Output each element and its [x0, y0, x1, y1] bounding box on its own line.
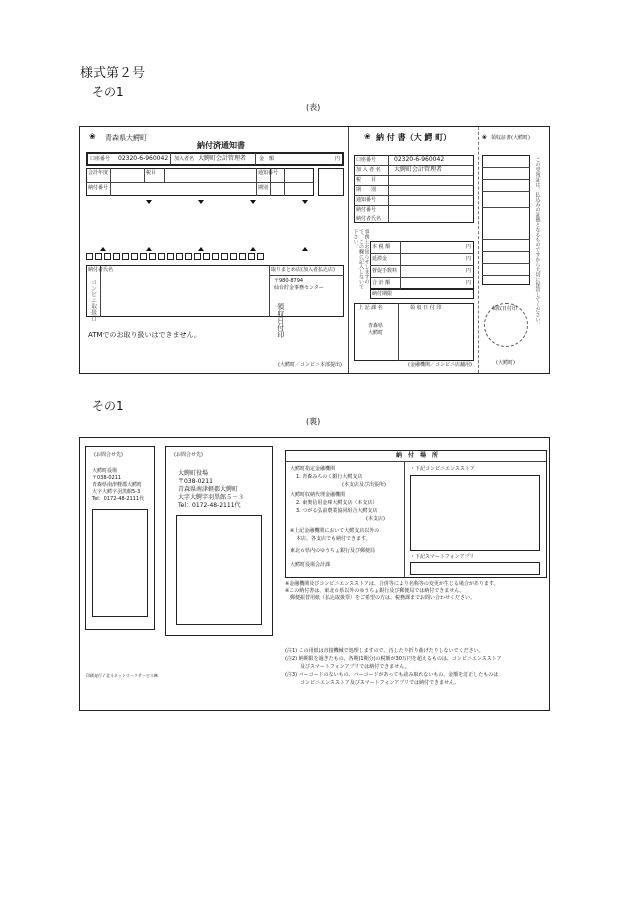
caution-line-4: (注3) バーコードのないもの、バーコードがあっても読み取れないもの、金額を訂正したものは: [285, 672, 499, 678]
slip-payee-name: 大鰐町会計管理者: [394, 166, 443, 173]
num-label: 納付番号: [88, 185, 109, 191]
inquiry-left-box: [85, 446, 155, 630]
marker-arrow: [146, 200, 152, 204]
slip-name-label: 納付者氏名: [356, 216, 382, 222]
marker-arrow: [198, 247, 204, 251]
due-label: 納付期限: [372, 291, 393, 297]
front-right-section: [478, 127, 550, 373]
footer-middle: (金融機関／コンビニ店舗用): [408, 362, 472, 368]
town-name: 青森県 大鰐町: [368, 323, 384, 336]
printer-credit: 印刷発行 / 北斗ネットワークサービス㈱: [86, 673, 158, 678]
inquiry-left-title: (お問合せ先): [94, 452, 123, 458]
agent-bank-1: 2. 東奥信用金庫大鰐支店（本支店）: [296, 500, 378, 506]
tax-label: 税目: [146, 170, 157, 176]
town-treasurer: 大鰐町役場会計課: [290, 562, 331, 568]
convenience-date-label: コンビニ取扱日: [89, 279, 97, 321]
notice-line-2: ※この納付書は、東北６県以外のゆうちょ銀行及び郵便局では納付できません。: [285, 588, 465, 594]
inquiry-left-line-1: 大鰐町役場: [92, 468, 118, 474]
account-number: 02320-6-960042: [118, 155, 169, 162]
total-label: 合 計 額: [372, 280, 391, 286]
amount-yen: 円: [335, 156, 341, 162]
front-label: (表): [306, 103, 321, 112]
yen-2: 円: [466, 256, 472, 262]
footer-left: (大鰐町／コンビニ本部提出): [278, 362, 342, 368]
marker-arrow: [250, 247, 256, 251]
inquiry-right-line-3: 青森県南津軽郡大鰐町: [178, 486, 239, 493]
stamp-box-small: [318, 168, 344, 196]
tohoku-post: 東北６県内のゆうちょ銀行及び郵便局: [290, 548, 376, 554]
caution-line-2: (注2) 納期限を過ぎたもの、各期(1期分)の税額が30万円を超えるものは、コンビニエンスストア: [285, 656, 502, 662]
payee-label: 加入者名: [174, 156, 195, 162]
slip-account-number: 02320-6-960042: [394, 156, 445, 163]
inquiry-right-box: [165, 446, 273, 636]
payment-slip-title: 納 付 書（大 鰐 町）: [376, 133, 452, 142]
form-title: 様式第２号: [80, 66, 146, 81]
caution-line-5: コンビニエンスストア及びスマートフォンアプリでは納付できません。: [285, 680, 460, 686]
part-label-top: その1: [92, 85, 124, 99]
slip-payee-label: 加 入 者 名: [356, 167, 381, 173]
payment-places-box: [285, 450, 547, 578]
inquiry-left-line-2: 〒038-0211: [92, 475, 122, 481]
org-name: 青森県大鰐町: [105, 134, 147, 142]
caution-line-1: (注1) この用紙は直接機械で処理しますので、汚したり折り曲げたりしないでください。: [285, 648, 484, 654]
notice-line-3: 郵便振替用紙（払込取扱票）をご希望の方は、税務課までお問い合わせください。: [285, 595, 476, 601]
inquiry-right-line-4: 大字大鰐字羽黒館５－３: [178, 494, 245, 501]
slip-period-label: 期 別: [356, 187, 377, 193]
inquiry-right-line-5: Tel：0172-48-2111代: [178, 502, 241, 509]
receipt-stamp-label: 領 収 日 付 印: [410, 305, 442, 311]
emblem-icon: ❀: [482, 134, 488, 141]
agent-bank-2-sub: (本支店): [366, 516, 385, 522]
slip-vertical-note: 事務上お知らせしますので、この欄に記入しないで下さい。: [352, 229, 370, 289]
notice-label: 通知番号: [258, 170, 279, 176]
account-label: 口座番号: [90, 156, 111, 162]
slip-tax-label: 税 目: [356, 177, 377, 183]
marker-arrow: [250, 200, 256, 204]
yen-4: 円: [466, 280, 472, 286]
payment-places-title: 納 付 場 所: [396, 452, 439, 459]
notice-line-1: ※金融機関及びコンビニエンスストアは、合併等により名称等の変更が生じる場合があります。: [285, 581, 499, 587]
inquiry-left-line-5: Tel：0172-48-2111代: [92, 496, 145, 502]
receipt-date-stamp-label: 領収日付印: [276, 303, 285, 338]
smartphone-apps-box: [410, 562, 540, 575]
payee-name: 大鰐町会計管理者: [198, 155, 247, 162]
designated-bank-title: 大鰐町指定金融機関: [290, 466, 336, 472]
receipt-stamp-bottom: (大鰐町): [496, 360, 515, 366]
marker-arrow: [198, 200, 204, 204]
receipt-vertical-note: この受領証は、払込みの証拠となるものですから大切に保管してください。: [534, 157, 541, 327]
inquiry-left-line-4: 大字大鰐字羽黒館5-3: [92, 489, 141, 495]
bank-addr: 〒980-8794: [274, 278, 304, 284]
slip-account-label: 口座番号: [356, 157, 377, 163]
inquiry-left-line-3: 青森県南津軽郡大鰐町: [92, 482, 143, 488]
bank-label: 取りまとめ店(加入者払込店): [271, 267, 335, 273]
branch-note-1: ※上記金融機関において大鰐支店以外の: [290, 528, 380, 534]
emblem-icon: ❀: [89, 132, 96, 141]
convenience-logos-box: [410, 475, 540, 551]
inquiry-left-blank: [92, 509, 148, 617]
agent-bank-2: 3. つがる弘前農業協同組合大鰐支店: [296, 508, 378, 514]
amount2-label: 延滞金: [372, 256, 388, 262]
back-form: [79, 437, 550, 711]
amount1-label: 本 税 額: [372, 244, 391, 250]
inquiry-right-title: (お問合せ先): [174, 452, 203, 458]
receipt-info-box: [482, 155, 530, 285]
slip-num-label: 納付番号: [356, 207, 377, 213]
front-left-section: [80, 127, 348, 373]
convenience-title: ・下記コンビニエンスストア: [410, 466, 475, 472]
atm-notice: ATMでのお取り扱いはできません。: [88, 331, 201, 339]
marker-arrow: [100, 247, 106, 251]
receipt-notice-title: 納付済通知書: [197, 141, 245, 150]
inquiry-right-blank: [176, 515, 262, 625]
fiscal-label: 会計年度: [88, 170, 109, 176]
receipt-title: 領収証書(大鰐町): [491, 135, 530, 141]
agent-bank-title: 大鰐町収納代理金融機関: [290, 492, 346, 498]
emblem-icon: ❀: [364, 132, 371, 141]
designated-bank: 1. 青森みちのく銀行大鰐支店: [296, 474, 363, 480]
amount3-label: 督促手数料: [372, 268, 398, 274]
front-middle-section: [348, 127, 478, 373]
designated-bank-sub: (本支店及び出張所): [342, 482, 386, 488]
yen-1: 円: [466, 244, 472, 250]
caution-line-3: 及びスマートフォンアプリでは納付できません。: [285, 664, 410, 670]
part-label-bottom: その1: [92, 399, 124, 413]
amount-label: 金 額: [259, 156, 275, 162]
front-form: [79, 126, 550, 374]
marker-arrow: [146, 247, 152, 251]
branch-note-2: 本店、各支店でも納付できます。: [296, 536, 371, 542]
bank-center: 仙台貯金事務センター: [274, 285, 324, 291]
inquiry-right-line-2: 〒038-0211: [178, 478, 213, 485]
inquiry-right-line-1: 大鰐町役場: [178, 470, 209, 477]
period-label: 期別: [258, 185, 269, 191]
receipt-stamp-label: 領収日付印: [492, 306, 518, 312]
back-label: (裏): [306, 417, 321, 426]
smartphone-title: ・下記スマートフォンアプリ: [410, 554, 475, 560]
payer-name-label: 納付者氏名: [88, 267, 114, 273]
slip-notice-label: 通知番号: [356, 197, 377, 203]
office-label: 上 記 課 名: [358, 305, 383, 311]
marker-arrow: [302, 200, 308, 204]
yen-3: 円: [466, 268, 472, 274]
marker-arrow: [302, 247, 308, 251]
